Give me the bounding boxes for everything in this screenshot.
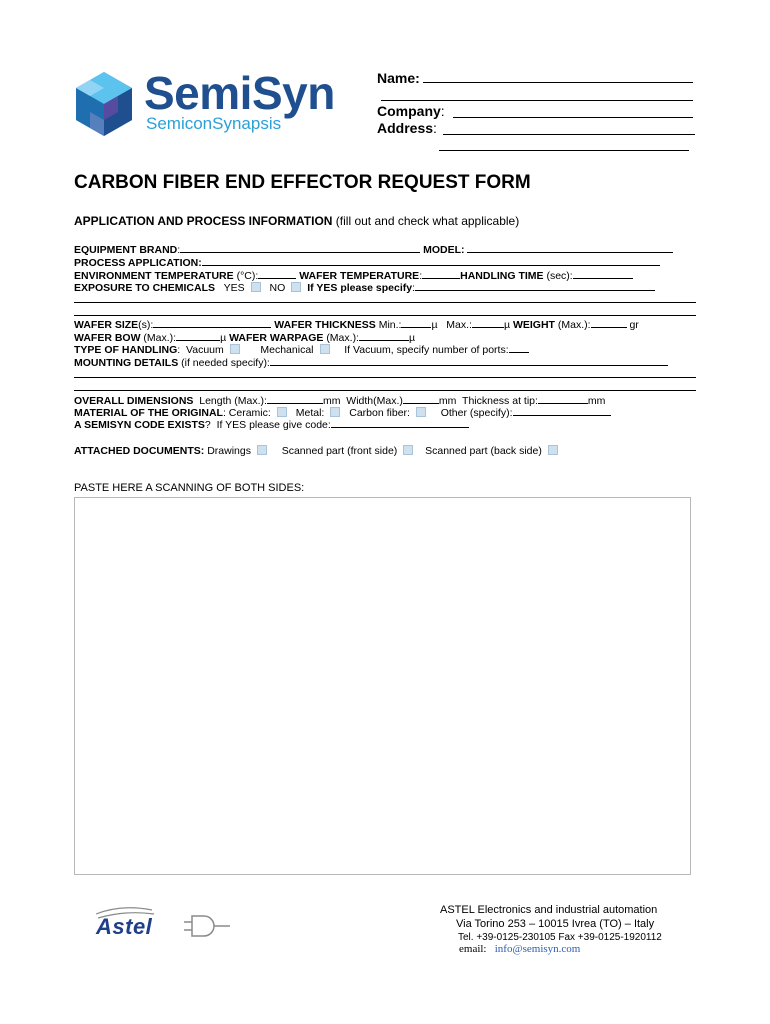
chemicals-specify-field[interactable] [415, 281, 655, 291]
cube-logo-icon [72, 70, 136, 140]
wafer-bow-row: WAFER BOW (Max.): µ WAFER WARPAGE (Max.): µ [74, 332, 416, 344]
model-field[interactable] [467, 243, 673, 253]
metal-checkbox[interactable] [330, 407, 340, 417]
handling-type-row: TYPE OF HANDLING: Vacuum Mechanical If Vacuum, specify number of ports: [74, 343, 529, 356]
wafer-size-field[interactable] [153, 318, 271, 328]
environment-temperature-field[interactable] [258, 269, 296, 279]
process-application-field[interactable] [202, 256, 660, 266]
scan-paste-area[interactable] [74, 497, 691, 875]
process-row: PROCESS APPLICATION: [74, 256, 660, 269]
material-other-field[interactable] [513, 406, 611, 416]
wafer-size-row: WAFER SIZE(s): WAFER THICKNESS Min.: µ Max.: µ WEIGHT (Max.): gr [74, 319, 639, 331]
address-field[interactable] [443, 134, 695, 135]
equipment-row: EQUIPMENT BRAND: MODEL: [74, 243, 673, 256]
astel-logo-text: Astel [96, 914, 153, 939]
semisyn-code-field[interactable] [331, 418, 469, 428]
weight-field[interactable] [591, 318, 627, 328]
footer-line-1: ASTEL Electronics and industrial automation [440, 904, 658, 916]
chemicals-extra-line-2[interactable] [74, 315, 696, 316]
chemicals-extra-line-1[interactable] [74, 302, 696, 303]
astel-logo [92, 902, 232, 946]
mounting-extra-line-2[interactable] [74, 390, 696, 391]
wafer-bow-field[interactable] [176, 331, 220, 341]
exposure-no-checkbox[interactable] [291, 282, 301, 292]
handling-time-field[interactable] [573, 269, 633, 279]
footer-email-row: email: info@semisyn.com [459, 943, 581, 955]
mechanical-checkbox[interactable] [320, 344, 330, 354]
ceramic-checkbox[interactable] [277, 407, 287, 417]
thickness-tip-field[interactable] [538, 394, 588, 404]
logo-tagline: SemiconSynapsis [146, 114, 282, 133]
drawings-checkbox[interactable] [257, 445, 267, 455]
company-label: Company: [377, 103, 445, 119]
semisyn-logo [72, 67, 372, 142]
attached-row: ATTACHED DOCUMENTS: Drawings Scanned part (front side) Scanned part (back side) [74, 445, 564, 457]
name-field[interactable] [423, 82, 693, 83]
exposure-yes-checkbox[interactable] [251, 282, 261, 292]
width-field[interactable] [403, 394, 439, 404]
company-field[interactable] [453, 117, 693, 118]
footer-line-3: Tel. +39-0125-230105 Fax +39-0125-1920112 [458, 932, 662, 943]
mounting-details-field[interactable] [270, 356, 668, 366]
address-field-line-2[interactable] [439, 150, 689, 151]
paste-label: PASTE HERE A SCANNING OF BOTH SIDES: [74, 482, 305, 494]
length-field[interactable] [267, 394, 323, 404]
vacuum-checkbox[interactable] [230, 344, 240, 354]
back-side-checkbox[interactable] [548, 445, 558, 455]
material-row: MATERIAL OF THE ORIGINAL: Ceramic: Metal: Carbon fiber: Other (specify): [74, 406, 611, 419]
dimensions-row: OVERALL DIMENSIONS Length (Max.): mm Width(Max.) mm Thickness at tip: mm [74, 395, 606, 407]
semisyn-code-row: A SEMISYN CODE EXISTS? If YES please give code: [74, 418, 469, 431]
logo-name: SemiSyn [144, 67, 335, 119]
email-link[interactable]: info@semisyn.com [494, 943, 581, 955]
ports-field[interactable] [509, 343, 529, 353]
wafer-warpage-field[interactable] [359, 331, 409, 341]
wafer-temperature-field[interactable] [422, 269, 460, 279]
form-title: CARBON FIBER END EFFECTOR REQUEST FORM [74, 172, 531, 193]
application-heading: APPLICATION AND PROCESS INFORMATION (fill out and check what applicable) [74, 214, 520, 228]
exposure-row: EXPOSURE TO CHEMICALS YES NO If YES please specify: [74, 281, 655, 294]
thickness-min-field[interactable] [401, 318, 431, 328]
carbon-fiber-checkbox[interactable] [416, 407, 426, 417]
address-label: Address: [377, 120, 437, 136]
front-side-checkbox[interactable] [403, 445, 413, 455]
thickness-max-field[interactable] [472, 318, 504, 328]
footer-line-2: Via Torino 253 – 10015 Ivrea (TO) – Italy [456, 918, 655, 930]
temperature-row: ENVIRONMENT TEMPERATURE (°C): WAFER TEMPERATURE: HANDLING TIME (sec): [74, 269, 633, 282]
mounting-extra-line-1[interactable] [74, 377, 696, 378]
equipment-brand-field[interactable] [180, 243, 420, 253]
name-field-line-2[interactable] [381, 100, 693, 101]
mounting-row: MOUNTING DETAILS (if needed specify): [74, 356, 668, 369]
name-label: Name: [377, 70, 420, 86]
